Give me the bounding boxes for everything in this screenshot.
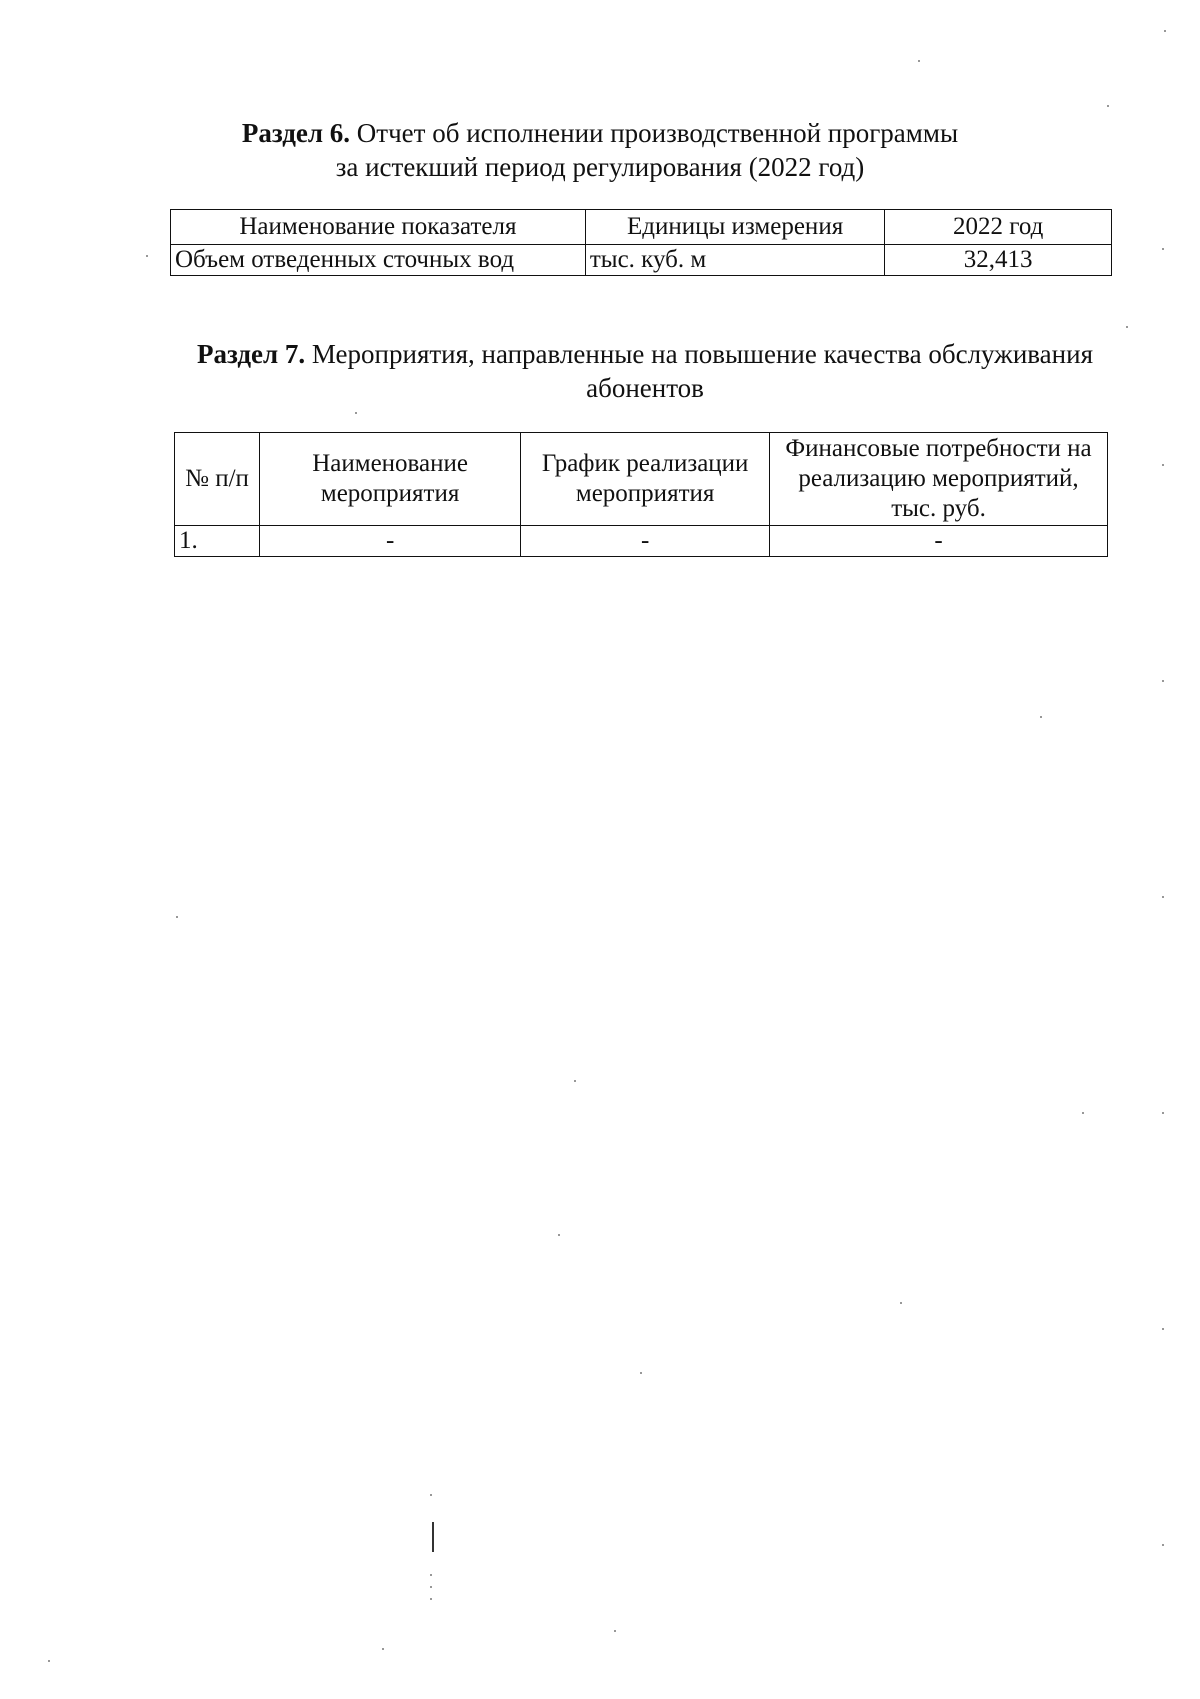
scan-speck — [1107, 105, 1109, 107]
row-number-cell: 1. — [175, 526, 260, 557]
indicator-name-cell: Объем отведенных сточных вод — [171, 245, 586, 276]
scan-speck — [918, 60, 920, 62]
scan-speck — [1162, 464, 1164, 466]
table-header-row — [175, 433, 1108, 526]
table-row — [171, 245, 1112, 276]
section-7-title-line-1 — [170, 337, 1120, 371]
scan-speck — [1162, 1328, 1164, 1330]
table-header-row — [171, 210, 1112, 245]
scan-speck — [382, 1648, 384, 1650]
scan-speck — [1162, 680, 1164, 682]
finance-cell: - — [770, 526, 1108, 557]
column-header-indicator: Наименование показателя — [171, 210, 586, 245]
scan-speck — [430, 1598, 432, 1600]
scan-speck — [1082, 1112, 1084, 1114]
scan-speck — [176, 916, 178, 918]
scan-speck — [1040, 716, 1042, 718]
scan-speck — [1162, 1112, 1164, 1114]
scan-speck — [640, 1372, 642, 1374]
scan-speck — [1162, 248, 1164, 250]
scan-speck — [614, 1630, 616, 1632]
section-7-title-line-2: абонентов — [586, 373, 704, 403]
section-7-heading — [170, 337, 1120, 405]
scan-speck — [355, 412, 357, 414]
scan-streak — [432, 1522, 434, 1552]
event-cell: - — [260, 526, 521, 557]
section-6-title-line-2: за истекший период регулирования (2022 год) — [335, 152, 865, 182]
service-quality-measures-table — [174, 432, 1108, 557]
scan-speck — [146, 255, 148, 257]
scan-speck — [574, 1080, 576, 1082]
scan-speck — [48, 1660, 50, 1662]
scan-speck — [1162, 1544, 1164, 1546]
scan-speck — [430, 1494, 432, 1496]
section-7-label: Раздел 7. — [197, 339, 306, 369]
column-header-number: № п/п — [175, 433, 260, 526]
scan-speck — [430, 1586, 432, 1588]
table-row — [175, 526, 1108, 557]
section-6-label: Раздел 6. — [241, 118, 351, 148]
schedule-cell: - — [521, 526, 770, 557]
column-header-unit: Единицы измерения — [585, 210, 885, 245]
scan-speck — [900, 1302, 902, 1304]
section-6-title-text: Отчет об исполнении производственной программы — [356, 118, 959, 148]
section-6-heading — [110, 116, 1090, 184]
scan-speck — [1126, 326, 1128, 328]
value-cell: 32,413 — [885, 245, 1112, 276]
column-header-year: 2022 год — [885, 210, 1112, 245]
column-header-finance: Финансовые потребности на реализацию мероприятий, тыс. руб. — [770, 433, 1108, 526]
scan-speck — [430, 1574, 432, 1576]
scan-speck — [1164, 30, 1166, 32]
column-header-event: Наименование мероприятия — [260, 433, 521, 526]
unit-cell: тыс. куб. м — [585, 245, 885, 276]
scan-speck — [1162, 896, 1164, 898]
column-header-schedule: График реализации мероприятия — [521, 433, 770, 526]
production-program-table — [170, 209, 1112, 276]
section-7-title-text: Мероприятия, направленные на повышение качества обслуживания — [311, 339, 1093, 369]
scan-speck — [558, 1234, 560, 1236]
section-6-title-line-1 — [110, 116, 1090, 150]
